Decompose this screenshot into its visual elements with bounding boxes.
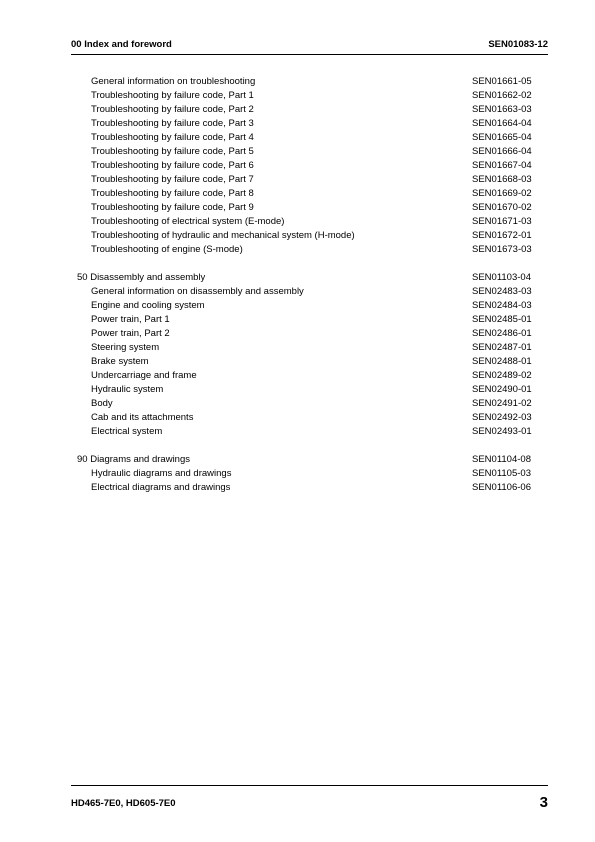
toc-entry (71, 145, 548, 159)
toc-entry-title: Body (91, 398, 113, 409)
toc-entry-title: Troubleshooting by failure code, Part 8 (91, 188, 254, 199)
toc-entry-code: SEN02486-01 (472, 328, 532, 339)
toc-section-heading (71, 271, 548, 285)
toc-entry-title: Troubleshooting by failure code, Part 3 (91, 118, 254, 129)
toc-entry (71, 383, 548, 397)
toc-entry (71, 229, 548, 243)
toc-section-heading (71, 453, 548, 467)
toc-entry-title: Troubleshooting by failure code, Part 9 (91, 202, 254, 213)
toc-entry-code: SEN01666-04 (472, 146, 532, 157)
toc-entry (71, 187, 548, 201)
toc-section-title: 50 Disassembly and assembly (77, 272, 206, 283)
toc-entry-title: Cab and its attachments (91, 412, 194, 423)
footer-divider (71, 785, 548, 786)
toc-entry (71, 397, 548, 411)
toc-entry-title: Troubleshooting by failure code, Part 6 (91, 160, 254, 171)
toc-entry-code: SEN01672-01 (472, 230, 532, 241)
toc-entry-code: SEN01664-04 (472, 118, 532, 129)
toc-entry-code: SEN01661-05 (472, 76, 532, 87)
toc-entry (71, 411, 548, 425)
toc-entry-title: Brake system (91, 356, 149, 367)
toc-entry-code: SEN01668-03 (472, 174, 532, 185)
page-footer (71, 796, 548, 814)
toc-entry (71, 103, 548, 117)
toc-entry-title: Electrical diagrams and drawings (91, 482, 231, 493)
toc-entry-code: SEN01667-04 (472, 160, 532, 171)
toc-entry (71, 341, 548, 355)
toc-entry-title: Power train, Part 1 (91, 314, 170, 325)
toc-entry-code: SEN01665-04 (472, 132, 532, 143)
toc-entry (71, 481, 548, 495)
toc-entry-title: Hydraulic system (91, 384, 164, 395)
toc-entry-code: SEN02490-01 (472, 384, 532, 395)
toc-entry-title: General information on troubleshooting (91, 76, 256, 87)
toc-section-code: SEN01103-04 (472, 272, 531, 283)
toc-entry (71, 89, 548, 103)
page-header (71, 39, 548, 53)
footer-models: HD465-7E0, HD605-7E0 (71, 798, 176, 809)
section-spacer (71, 439, 548, 453)
toc-entry-code: SEN01673-03 (472, 244, 532, 255)
header-divider (71, 54, 548, 55)
toc-entry-code: SEN02491-02 (472, 398, 532, 409)
toc-entry-code: SEN02493-01 (472, 426, 532, 437)
toc-entry-code: SEN02484-03 (472, 300, 532, 311)
toc-entry-code: SEN01671-03 (472, 216, 532, 227)
toc-entry-code: SEN02488-01 (472, 356, 532, 367)
toc-entry (71, 215, 548, 229)
toc-entry-code: SEN01669-02 (472, 188, 532, 199)
toc-entry (71, 369, 548, 383)
toc-entry-title: Troubleshooting by failure code, Part 4 (91, 132, 254, 143)
toc-entry-title: Troubleshooting of engine (S-mode) (91, 244, 243, 255)
table-of-contents (71, 75, 548, 495)
toc-entry (71, 327, 548, 341)
toc-entry-code: SEN01106-06 (472, 482, 531, 493)
header-section-title: 00 Index and foreword (71, 39, 172, 50)
toc-entry-code: SEN01670-02 (472, 202, 532, 213)
toc-entry-code: SEN02485-01 (472, 314, 532, 325)
toc-entry-title: Power train, Part 2 (91, 328, 170, 339)
toc-entry (71, 75, 548, 89)
toc-entry (71, 313, 548, 327)
toc-entry-code: SEN02487-01 (472, 342, 532, 353)
toc-entry (71, 467, 548, 481)
section-spacer (71, 257, 548, 271)
toc-entry-title: Electrical system (91, 426, 163, 437)
toc-section-title: 90 Diagrams and drawings (77, 454, 191, 465)
toc-entry-title: Undercarriage and frame (91, 370, 197, 381)
toc-entry (71, 201, 548, 215)
toc-entry-title: Engine and cooling system (91, 300, 205, 311)
toc-entry (71, 299, 548, 313)
toc-entry-title: Troubleshooting by failure code, Part 1 (91, 90, 254, 101)
header-doc-code: SEN01083-12 (488, 39, 548, 50)
toc-entry-title: Troubleshooting of hydraulic and mechanical system (H-mode) (91, 230, 355, 241)
toc-entry (71, 173, 548, 187)
toc-entry-title: Troubleshooting by failure code, Part 7 (91, 174, 254, 185)
toc-entry-title: Troubleshooting by failure code, Part 2 (91, 104, 254, 115)
toc-entry (71, 285, 548, 299)
toc-entry-code: SEN02492-03 (472, 412, 532, 423)
toc-entry-code: SEN01105-03 (472, 468, 531, 479)
toc-entry-title: Steering system (91, 342, 160, 353)
toc-entry-title: Hydraulic diagrams and drawings (91, 468, 232, 479)
toc-entry-code: SEN02483-03 (472, 286, 532, 297)
toc-entry-code: SEN01662-02 (472, 90, 532, 101)
toc-section-code: SEN01104-08 (472, 454, 531, 465)
page-number: 3 (539, 794, 548, 811)
toc-entry-code: SEN01663-03 (472, 104, 532, 115)
toc-entry-code: SEN02489-02 (472, 370, 532, 381)
toc-entry (71, 159, 548, 173)
toc-entry (71, 355, 548, 369)
toc-entry (71, 117, 548, 131)
toc-entry (71, 243, 548, 257)
toc-entry (71, 131, 548, 145)
toc-entry-title: General information on disassembly and assembly (91, 286, 304, 297)
toc-entry (71, 425, 548, 439)
toc-entry-title: Troubleshooting of electrical system (E-mode) (91, 216, 285, 227)
toc-entry-title: Troubleshooting by failure code, Part 5 (91, 146, 254, 157)
